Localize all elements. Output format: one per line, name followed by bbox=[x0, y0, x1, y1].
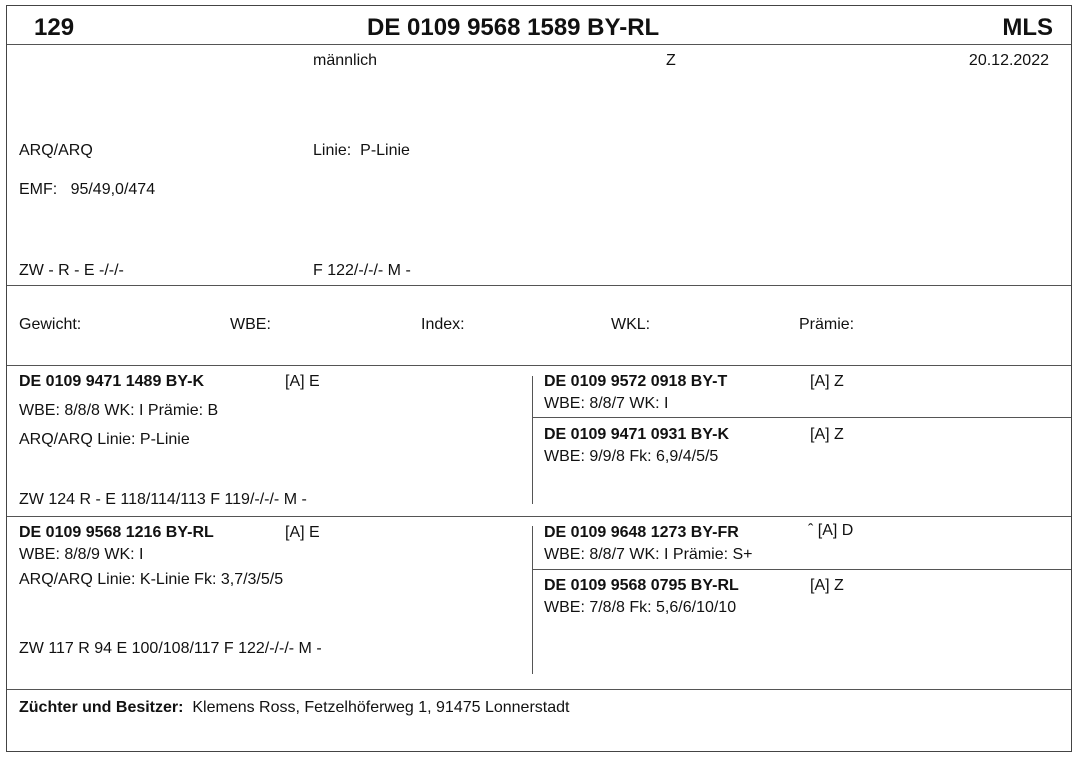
father-line2: ARQ/ARQ Linie: P-Linie bbox=[19, 431, 190, 448]
owner-label: Züchter und Besitzer: bbox=[19, 699, 184, 716]
emf-info bbox=[19, 181, 155, 199]
mother-flags: [A] E bbox=[285, 524, 320, 541]
metrics-divider bbox=[7, 365, 1071, 366]
mother-mother-line1: WBE: 7/8/8 Fk: 5,6/6/10/10 bbox=[544, 599, 737, 616]
header-divider bbox=[7, 44, 1071, 45]
card-number: 129 bbox=[34, 14, 75, 41]
father-father-line1: WBE: 8/8/7 WK: I bbox=[544, 395, 669, 412]
owner-divider bbox=[7, 689, 1071, 690]
mother-grandparents-divider bbox=[533, 569, 1071, 570]
premium-label: Prämie: bbox=[799, 316, 855, 333]
line-label: Linie: bbox=[313, 142, 352, 159]
sex-value: männlich bbox=[313, 52, 378, 69]
index-label: Index: bbox=[421, 316, 465, 333]
weight-label: Gewicht: bbox=[19, 316, 82, 333]
mother-line2: ARQ/ARQ Linie: K-Linie Fk: 3,7/3/5/5 bbox=[19, 571, 284, 588]
father-mother-flags: [A] Z bbox=[810, 426, 844, 443]
father-flags: [A] E bbox=[285, 373, 320, 390]
parents-divider bbox=[7, 516, 1071, 517]
wkl-label: WKL: bbox=[611, 316, 651, 333]
mother-id: DE 0109 9568 1216 BY-RL bbox=[19, 524, 214, 541]
mother-line1: WBE: 8/8/9 WK: I bbox=[19, 546, 144, 563]
father-mother-id: DE 0109 9471 0931 BY-K bbox=[544, 426, 730, 443]
father-grandparents-divider bbox=[533, 417, 1071, 418]
date-value: 20.12.2022 bbox=[968, 52, 1049, 69]
breed-tag: MLS bbox=[1002, 14, 1053, 41]
animal-id-title: DE 0109 9568 1589 BY-RL bbox=[367, 14, 660, 41]
father-column-divider bbox=[532, 376, 533, 504]
father-line1: WBE: 8/8/8 WK: I Prämie: B bbox=[19, 402, 219, 419]
emf-value: 95/49,0/474 bbox=[70, 181, 156, 198]
mother-father-flags: ˆ [A] D bbox=[808, 522, 854, 539]
father-father-flags: [A] Z bbox=[810, 373, 844, 390]
father-mother-line1: WBE: 9/9/8 Fk: 6,9/4/5/5 bbox=[544, 448, 719, 465]
mother-mother-flags: [A] Z bbox=[810, 577, 844, 594]
line-value: P-Linie bbox=[360, 142, 410, 159]
father-id: DE 0109 9471 1489 BY-K bbox=[19, 373, 205, 390]
mother-column-divider bbox=[532, 526, 533, 674]
zw-value: ZW - R - E -/-/- bbox=[19, 262, 124, 279]
code-value: Z bbox=[666, 52, 676, 69]
emf-label: EMF: bbox=[19, 181, 58, 198]
pedigree-card bbox=[6, 5, 1072, 752]
mother-father-line1: WBE: 8/8/7 WK: I Prämie: S+ bbox=[544, 546, 753, 563]
mother-father-id: DE 0109 9648 1273 BY-FR bbox=[544, 524, 739, 541]
f-value: F 122/-/-/- M - bbox=[313, 262, 411, 279]
father-line3: ZW 124 R - E 118/114/113 F 119/-/-/- M - bbox=[19, 491, 307, 508]
info-divider bbox=[7, 285, 1071, 286]
mother-mother-id: DE 0109 9568 0795 BY-RL bbox=[544, 577, 739, 594]
genotype-value: ARQ/ARQ bbox=[19, 142, 93, 159]
wbe-label: WBE: bbox=[230, 316, 271, 333]
mother-line3: ZW 117 R 94 E 100/108/117 F 122/-/-/- M - bbox=[19, 640, 322, 657]
line-info bbox=[313, 142, 410, 160]
owner-value: Klemens Ross, Fetzelhöferweg 1, 91475 Lonnerstadt bbox=[192, 699, 570, 716]
owner-info bbox=[19, 699, 569, 717]
father-father-id: DE 0109 9572 0918 BY-T bbox=[544, 373, 728, 390]
